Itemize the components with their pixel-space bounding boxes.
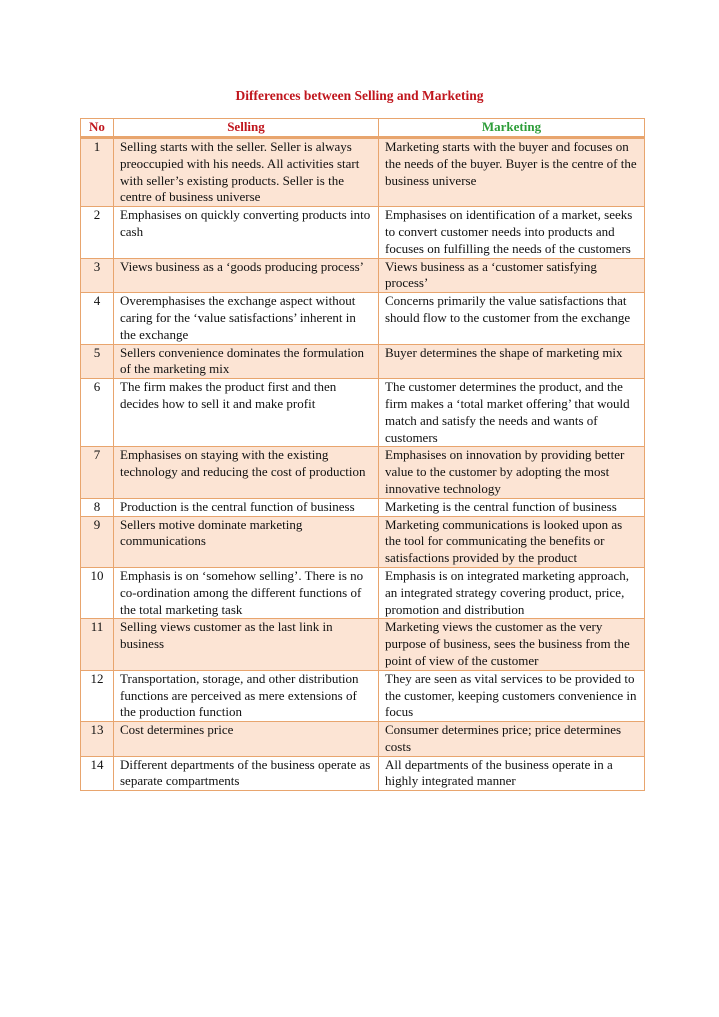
table-row bbox=[81, 516, 645, 567]
row-number: 4 bbox=[81, 293, 114, 344]
selling-cell: Sellers convenience dominates the formulation of the marketing mix bbox=[114, 344, 379, 379]
selling-cell: Selling views customer as the last link in business bbox=[114, 619, 379, 670]
marketing-cell: All departments of the business operate in a highly integrated manner bbox=[379, 756, 645, 791]
row-number: 11 bbox=[81, 619, 114, 670]
table-row bbox=[81, 498, 645, 516]
marketing-cell: Marketing starts with the buyer and focuses on the needs of the buyer. Buyer is the centre of the business universe bbox=[379, 138, 645, 207]
header-marketing: Marketing bbox=[379, 119, 645, 138]
selling-cell: Emphasis is on ‘somehow selling’. There is no co-ordination among the different functions of the total marketing task bbox=[114, 567, 379, 618]
marketing-cell: Emphasises on identification of a market, seeks to convert customer needs into products and focuses on fulfilling the needs of the customers bbox=[379, 207, 645, 258]
selling-cell: Production is the central function of business bbox=[114, 498, 379, 516]
row-number: 1 bbox=[81, 138, 114, 207]
selling-cell: Different departments of the business operate as separate compartments bbox=[114, 756, 379, 791]
row-number: 7 bbox=[81, 447, 114, 498]
table-row bbox=[81, 670, 645, 721]
table-row bbox=[81, 722, 645, 757]
table-header-row bbox=[81, 119, 645, 138]
row-number: 6 bbox=[81, 379, 114, 447]
page-title: Differences between Selling and Marketing bbox=[235, 88, 484, 103]
table-row bbox=[81, 207, 645, 258]
selling-cell: Views business as a ‘goods producing process’ bbox=[114, 258, 379, 293]
marketing-cell: They are seen as vital services to be provided to the customer, keeping customers convenience in focus bbox=[379, 670, 645, 721]
marketing-cell: Emphasises on innovation by providing better value to the customer by adopting the most innovative technology bbox=[379, 447, 645, 498]
row-number: 10 bbox=[81, 567, 114, 618]
row-number: 9 bbox=[81, 516, 114, 567]
table-row bbox=[81, 447, 645, 498]
marketing-cell: Concerns primarily the value satisfactions that should flow to the customer from the exchange bbox=[379, 293, 645, 344]
selling-cell: Cost determines price bbox=[114, 722, 379, 757]
table-row bbox=[81, 258, 645, 293]
marketing-cell: Buyer determines the shape of marketing mix bbox=[379, 344, 645, 379]
table-row bbox=[81, 293, 645, 344]
marketing-cell: Emphasis is on integrated marketing approach, an integrated strategy covering product, price, promotion and distribution bbox=[379, 567, 645, 618]
selling-cell: Emphasises on quickly converting products into cash bbox=[114, 207, 379, 258]
row-number: 5 bbox=[81, 344, 114, 379]
row-number: 14 bbox=[81, 756, 114, 791]
selling-cell: The firm makes the product first and then decides how to sell it and make profit bbox=[114, 379, 379, 447]
marketing-cell: Views business as a ‘customer satisfying process’ bbox=[379, 258, 645, 293]
header-no: No bbox=[81, 119, 114, 138]
marketing-cell: The customer determines the product, and the firm makes a ‘total market offering’ that would match and satisfy the needs and wants of customers bbox=[379, 379, 645, 447]
marketing-cell: Marketing is the central function of business bbox=[379, 498, 645, 516]
marketing-cell: Marketing communications is looked upon as the tool for communicating the benefits or satisfactions provided by the product bbox=[379, 516, 645, 567]
row-number: 2 bbox=[81, 207, 114, 258]
table-row bbox=[81, 344, 645, 379]
selling-cell: Overemphasises the exchange aspect without caring for the ‘value satisfactions’ inherent in the exchange bbox=[114, 293, 379, 344]
marketing-cell: Marketing views the customer as the very purpose of business, sees the business from the point of view of the customer bbox=[379, 619, 645, 670]
selling-cell: Selling starts with the seller. Seller is always preoccupied with his needs. All activities start with seller’s existing products. Seller is the centre of business universe bbox=[114, 138, 379, 207]
table-row bbox=[81, 138, 645, 207]
row-number: 13 bbox=[81, 722, 114, 757]
header-selling: Selling bbox=[114, 119, 379, 138]
table-row bbox=[81, 619, 645, 670]
row-number: 12 bbox=[81, 670, 114, 721]
selling-cell: Emphasises on staying with the existing technology and reducing the cost of production bbox=[114, 447, 379, 498]
selling-cell: Transportation, storage, and other distribution functions are perceived as mere extensions of the production function bbox=[114, 670, 379, 721]
table-row bbox=[81, 567, 645, 618]
table-row bbox=[81, 756, 645, 791]
marketing-cell: Consumer determines price; price determines costs bbox=[379, 722, 645, 757]
row-number: 8 bbox=[81, 498, 114, 516]
row-number: 3 bbox=[81, 258, 114, 293]
selling-cell: Sellers motive dominate marketing communications bbox=[114, 516, 379, 567]
comparison-table bbox=[80, 118, 645, 791]
table-row bbox=[81, 379, 645, 447]
